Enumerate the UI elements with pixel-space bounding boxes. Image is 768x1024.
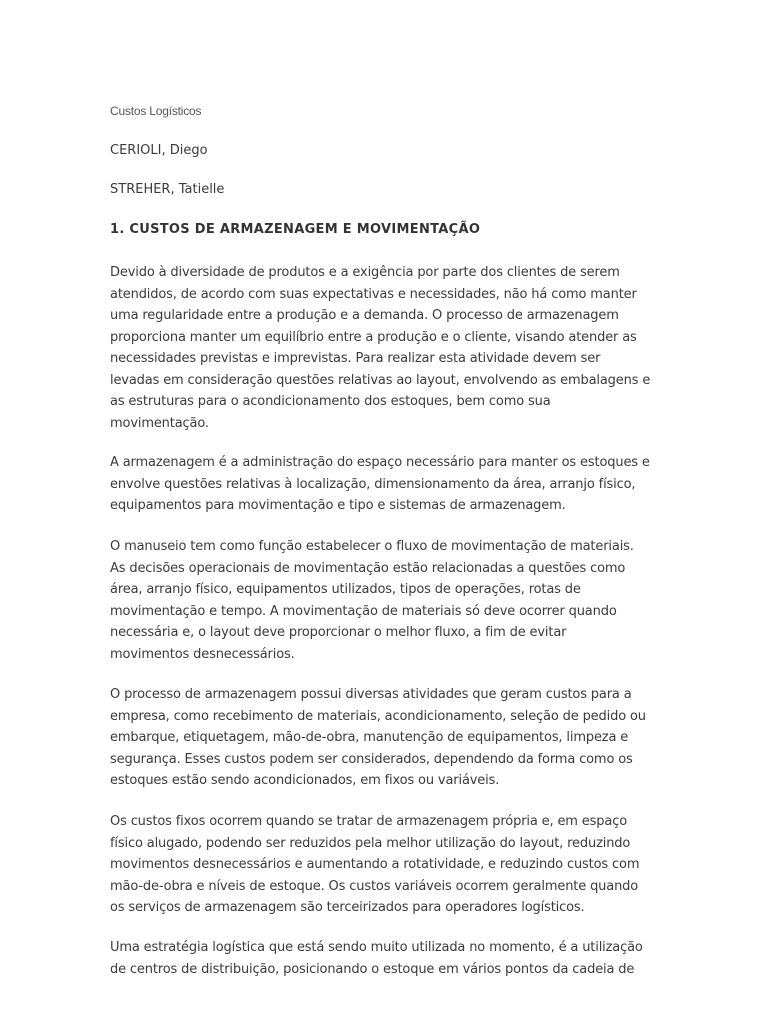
paragraph-line: O processo de armazenagem possui diversas atividades que geram custos para a — [110, 687, 632, 702]
paragraph-line: uma regularidade entre a produção e a demanda. O processo de armazenagem — [110, 308, 619, 323]
paragraph-line: Uma estratégia logística que está sendo muito utilizada no momento, é a utilização — [110, 940, 643, 955]
paragraph-line: físico alugado, podendo ser reduzidos pela melhor utilização do layout, reduzindo — [110, 835, 631, 851]
paragraph-line: movimentação e tempo. A movimentação de materiais só deve ocorrer quando — [110, 603, 617, 619]
paragraph-line: necessária e, o layout deve proporcionar o melhor fluxo, a fim de evitar — [110, 625, 567, 640]
paragraph-line: As decisões operacionais de movimentação estão relacionadas a questões como — [110, 560, 626, 576]
paragraph-line: Devido à diversidade de produtos e a exigência por parte dos clientes de serem — [110, 265, 620, 280]
paragraph-line: as estruturas para o acondicionamento dos estoques, bem como sua — [110, 394, 551, 409]
paragraph-custos-fixos-variaveis — [110, 811, 662, 919]
paragraph-estrategia-logistica — [110, 937, 662, 980]
author-name: STREHER, Tatielle — [110, 182, 225, 197]
paragraph-line: segurança. Esses custos podem ser considerados, dependendo da forma como os — [110, 751, 633, 767]
paragraph-custos-atividades — [110, 684, 662, 792]
paragraph-line: de centros de distribuição, posicionando o estoque em vários pontos da cadeia de — [110, 961, 635, 977]
paragraph-line: O manuseio tem como função estabelecer o fluxo de movimentação de materiais. — [110, 539, 634, 554]
document-title: Custos Logísticos — [110, 104, 202, 118]
paragraph-line: atendidos, de acordo com suas expectativas e necessidades, não há como manter — [110, 286, 637, 302]
paragraph-armazenagem-intro — [110, 262, 662, 434]
paragraph-line: movimentos desnecessários e aumentando a rotatividade, e reduzindo custos com — [110, 857, 640, 872]
paragraph-line: mão-de-obra e níveis de estoque. Os custos variáveis ocorrem geralmente quando — [110, 878, 639, 894]
author-name: CERIOLI, Diego — [110, 143, 208, 158]
paragraph-line: área, arranjo físico, equipamentos utilizados, tipos de operações, rotas de — [110, 582, 581, 597]
paragraph-line: empresa, como recebimento de materiais, acondicionamento, seleção de pedido ou — [110, 708, 646, 724]
paragraph-line: Os custos fixos ocorrem quando se tratar de armazenagem própria e, em espaço — [110, 814, 627, 829]
paragraph-line: necessidades previstas e imprevistas. Para realizar esta atividade devem ser — [110, 351, 601, 366]
paragraph-line: envolve questões relativas à localização, dimensionamento da área, arranjo físico, — [110, 476, 636, 492]
paragraph-line: A armazenagem é a administração do espaço necessário para manter os estoques e — [110, 455, 650, 470]
paragraph-line: movimentação. — [110, 415, 209, 431]
paragraph-armazenagem-definicao — [110, 452, 662, 517]
paragraph-line: estoques estão sendo acondicionados, em fixos ou variáveis. — [110, 773, 500, 788]
paragraph-line: equipamentos para movimentação e tipo e sistemas de armazenagem. — [110, 498, 566, 513]
paragraph-line: levadas em consideração questões relativas ao layout, envolvendo as embalagens e — [110, 372, 651, 388]
section-heading: 1. CUSTOS DE ARMAZENAGEM E MOVIMENTAÇÃO — [110, 222, 481, 237]
paragraph-manuseio — [110, 536, 662, 665]
paragraph-line: movimentos desnecessários. — [110, 646, 295, 662]
paragraph-line: embarque, etiquetagem, mão-de-obra, manutenção de equipamentos, limpeza e — [110, 730, 629, 745]
paragraph-line: os serviços de armazenagem são terceirizados para operadores logísticos. — [110, 900, 585, 915]
paragraph-line: proporciona manter um equilíbrio entre a produção e o cliente, visando atender as — [110, 329, 637, 345]
